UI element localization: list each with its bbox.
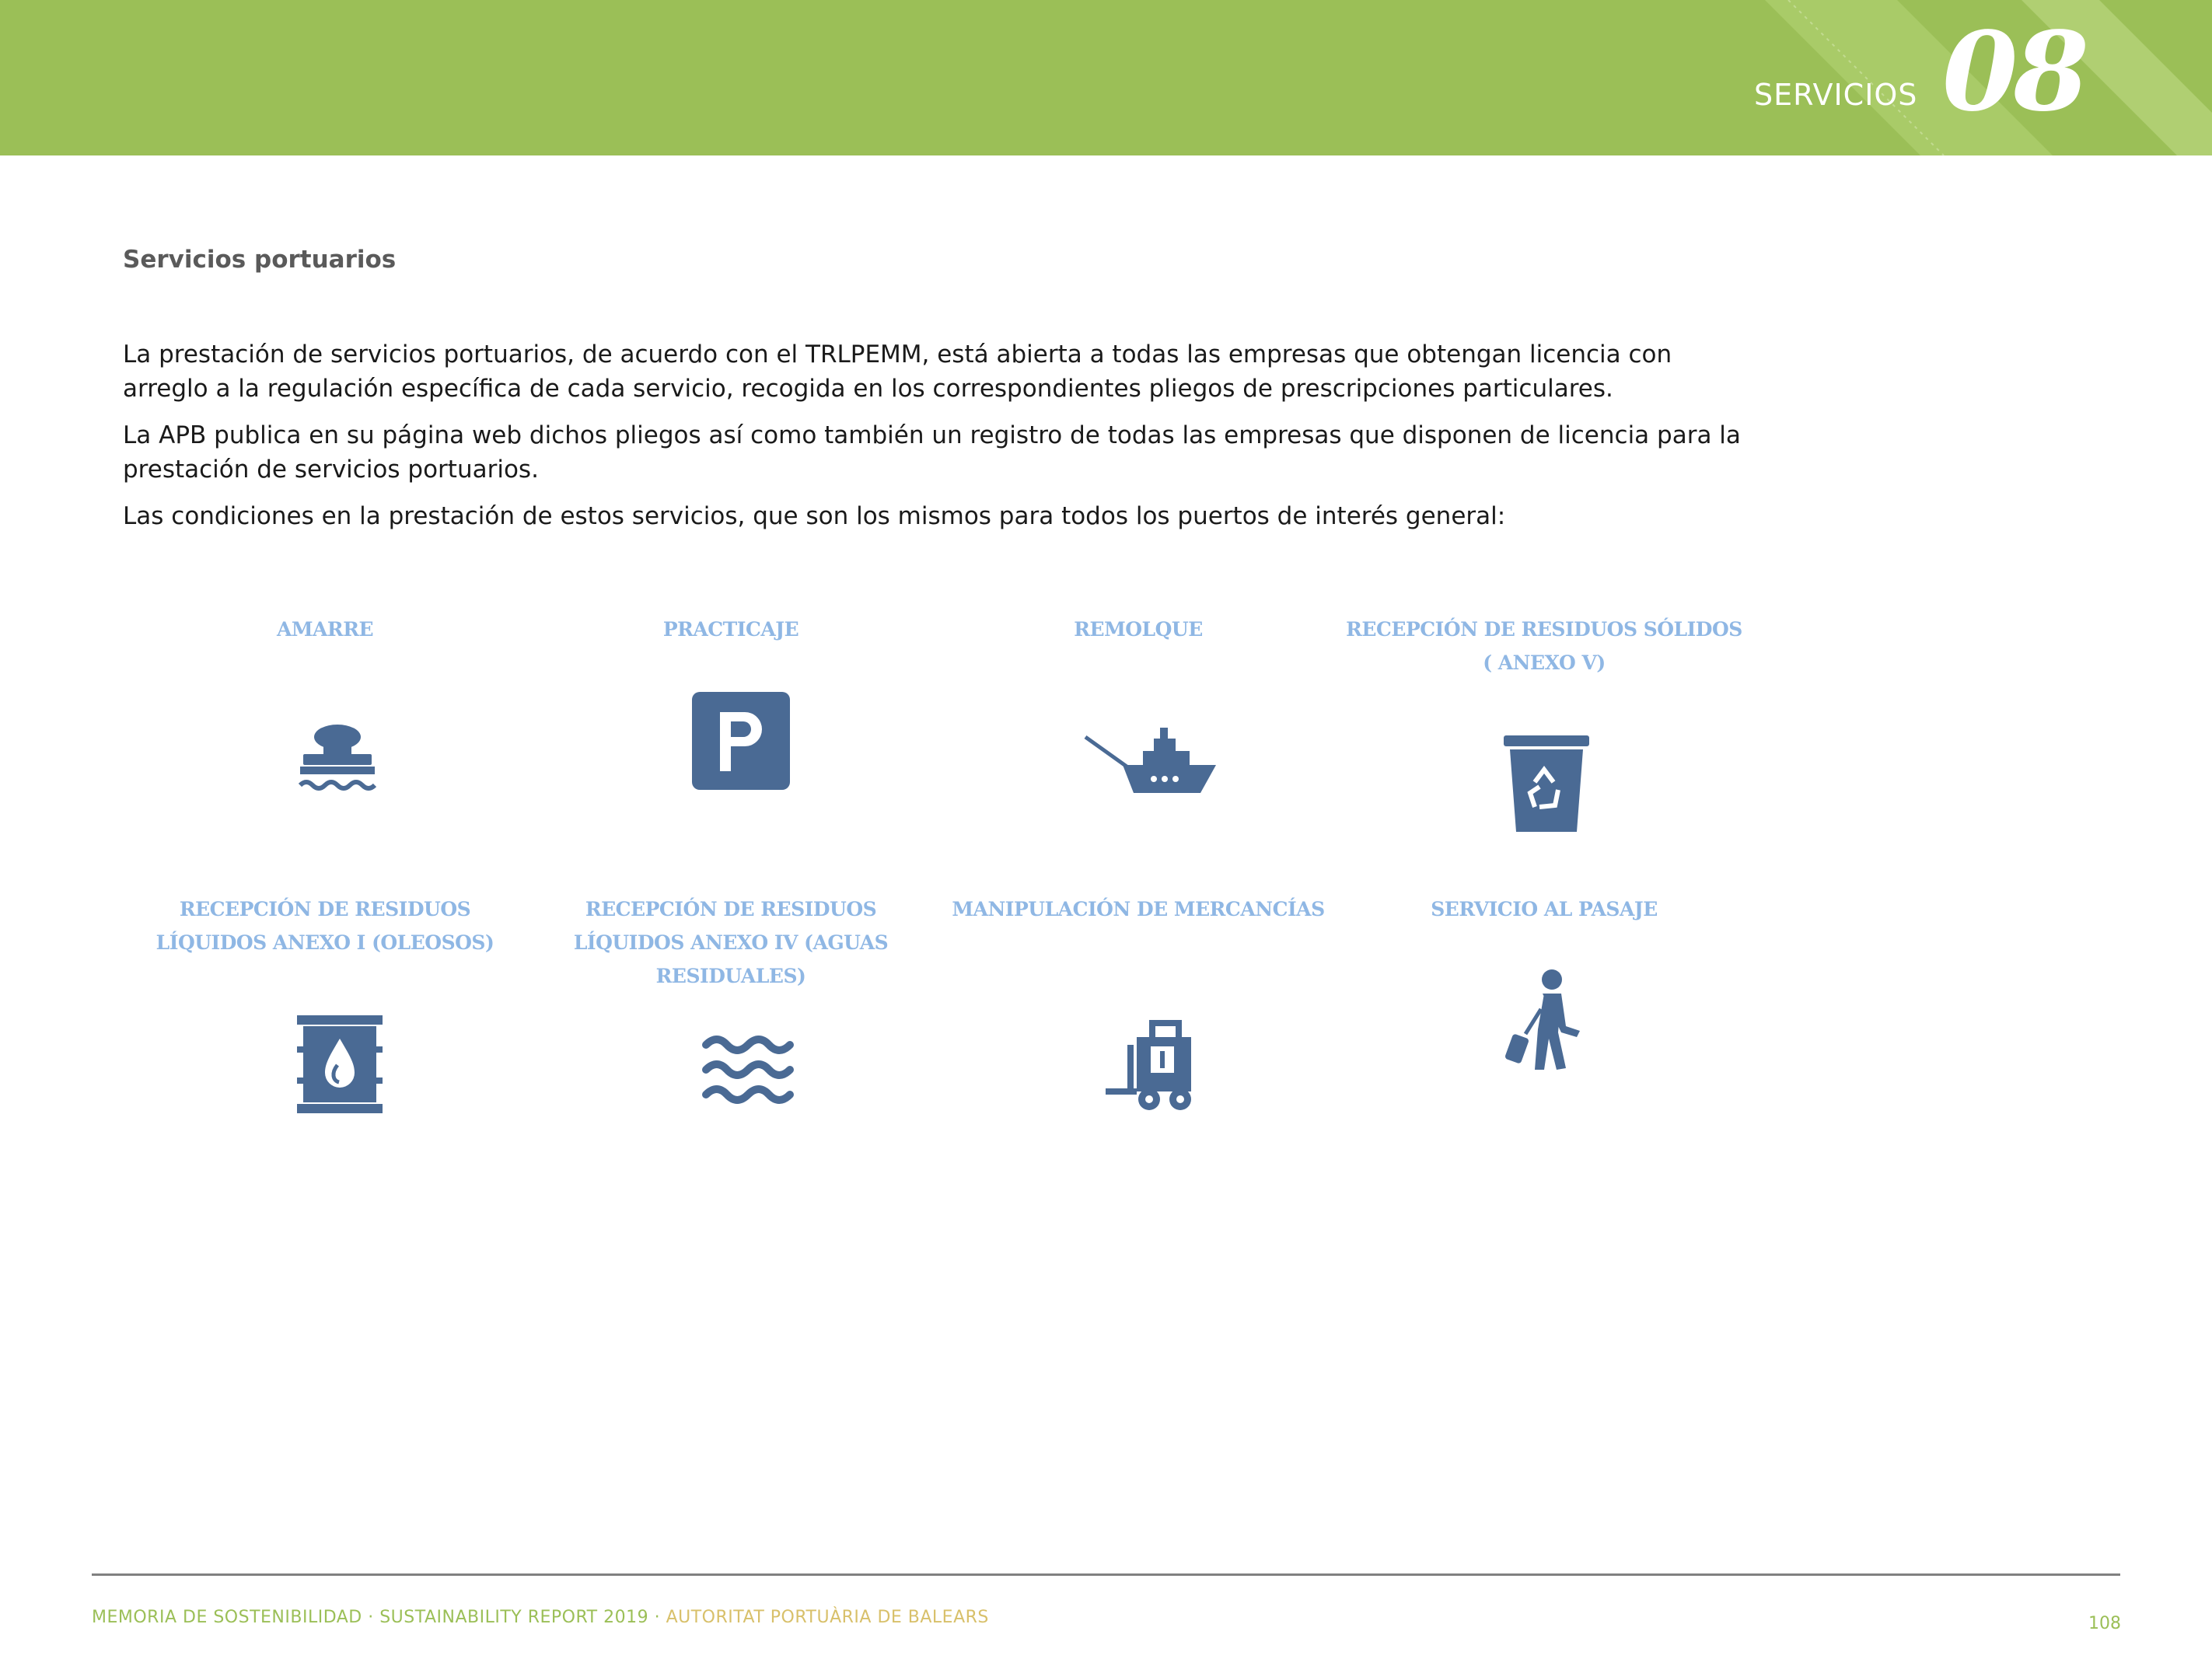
footer-text (92, 1608, 989, 1627)
service-title: AMARRE (276, 618, 374, 641)
service-remolque (936, 583, 1340, 847)
recycle-bin-icon (1504, 735, 1589, 832)
service-residuos-solidos (1342, 583, 1746, 847)
service-residuos-aguas (529, 863, 933, 1127)
service-practicaje (529, 583, 933, 847)
section-number: 08 (1942, 9, 2084, 136)
service-residuos-oleosos (123, 863, 527, 1127)
service-manipulacion-mercancias (936, 863, 1340, 1127)
paragraph-1: La prestación de servicios portuarios, de acuerdo con el TRLPEMM, está abierta a todas las empresas que obtengan licencia con arreglo a la regulación específica de cada servicio, recogida en los correspondientes pliegos de prescripciones particulares. (123, 341, 1672, 403)
service-title: MANIPULACIÓN DE MERCANCÍAS (952, 898, 1325, 920)
service-title: PRACTICAJE (662, 618, 799, 641)
page-number: 108 (2088, 1614, 2121, 1633)
passenger-luggage-icon (1504, 969, 1589, 1074)
service-title: RECEPCIÓN DE RESIDUOS LÍQUIDOS ANEXO IV (AGUAS RESIDUALES) (573, 898, 889, 987)
service-title: RECEPCIÓN DE RESIDUOS SÓLIDOS ( ANEXO V) (1346, 618, 1742, 674)
paragraph-2: La APB publica en su página web dichos pliegos así como también un registro de todas las empresas que disponen de licencia para la prestación de servicios portuarios. (123, 421, 1741, 484)
section-subtitle: Servicios portuarios (123, 246, 397, 274)
bollard-icon (299, 720, 376, 798)
header-band (0, 0, 2212, 155)
forklift-icon (1106, 1014, 1199, 1112)
service-title: REMOLQUE (1074, 618, 1203, 641)
service-title: RECEPCIÓN DE RESIDUOS LÍQUIDOS ANEXO I (OLEOSOS) (156, 898, 494, 954)
tugboat-icon (1084, 728, 1224, 798)
parking-p-icon (690, 690, 791, 791)
section-label: SERVICIOS (1754, 78, 1918, 112)
waves-icon (701, 1032, 795, 1110)
paragraph-3: Las condiciones en la prestación de estos servicios, que son los mismos para todos los puertos de interés general: (123, 502, 1506, 530)
footer-report-text: MEMORIA DE SOSTENIBILIDAD · SUSTAINABILITY REPORT 2019 · (92, 1608, 666, 1627)
service-amarre (123, 583, 527, 847)
footer-org-text: AUTORITAT PORTUÀRIA DE BALEARS (666, 1608, 989, 1627)
service-title: SERVICIO AL PASAJE (1431, 898, 1658, 920)
oil-barrel-icon (297, 1015, 383, 1113)
services-grid (123, 583, 1756, 1127)
footer-divider (92, 1573, 2120, 1576)
service-pasaje (1342, 863, 1746, 1127)
